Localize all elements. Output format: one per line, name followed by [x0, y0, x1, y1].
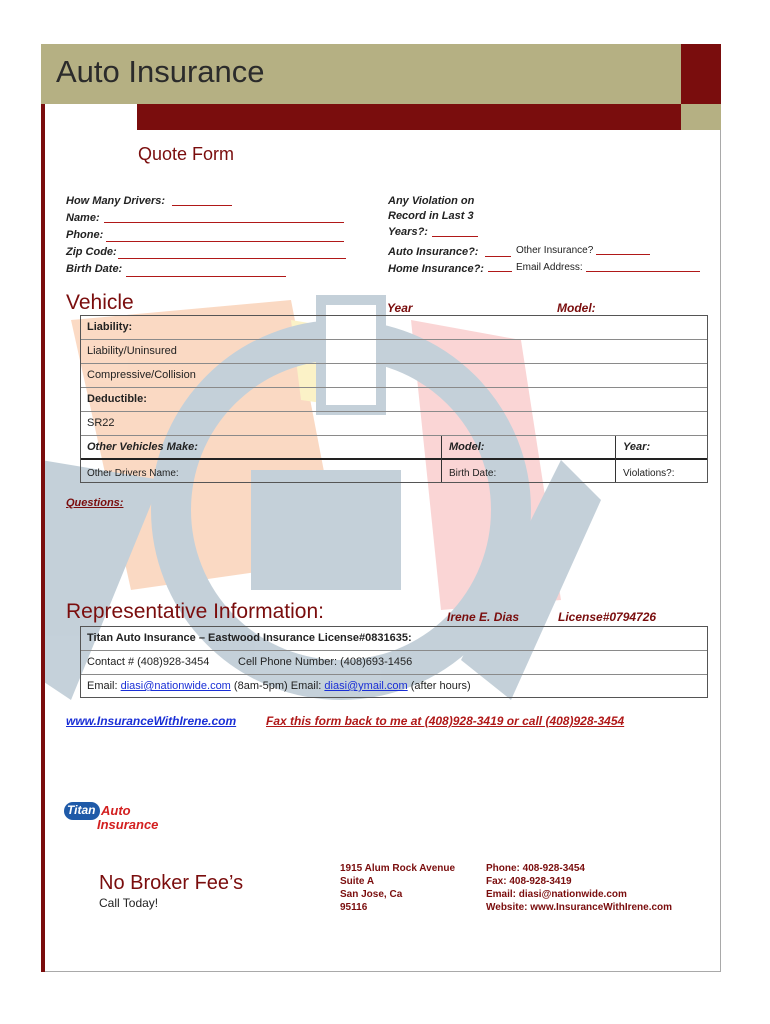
email-address-field[interactable] — [586, 271, 700, 272]
table-row — [81, 436, 707, 460]
phone-label: Phone: — [66, 229, 104, 241]
contact-fax: Fax: 408-928-3419 — [486, 876, 572, 887]
page-title: Auto Insurance — [56, 54, 265, 89]
contact-phone: Phone: 408-928-3454 — [486, 863, 585, 874]
vehicle-model-label: Model: — [557, 301, 596, 315]
header-accent-square — [681, 44, 721, 104]
collision-label: Compressive/Collision — [87, 369, 196, 381]
logo-insurance: Insurance — [97, 817, 159, 832]
form-subtitle: Quote Form — [138, 144, 235, 164]
cell-number: Cell Phone Number: (408)693-1456 — [238, 656, 413, 668]
left-accent-rule — [41, 44, 45, 972]
email-link-work[interactable]: diasi@nationwide.com — [120, 680, 231, 692]
drivers-field[interactable] — [172, 205, 232, 206]
vehicle-heading: Vehicle — [66, 291, 134, 314]
other-drivers-label: Other Drivers Name: — [87, 468, 179, 479]
name-label: Name: — [66, 212, 100, 224]
birth-field[interactable] — [126, 276, 286, 277]
deductible-label: Deductible: — [87, 393, 147, 405]
violation-label-3: Years?: — [388, 226, 428, 238]
other-vehicles-make-label: Other Vehicles Make: — [87, 441, 198, 453]
office-address — [340, 862, 455, 914]
email-suffix: (after hours) — [410, 680, 471, 692]
rep-heading: Representative Information: — [66, 600, 324, 623]
sr22-label: SR22 — [87, 417, 115, 429]
auto-insurance-field[interactable] — [485, 256, 511, 257]
fax-instruction: Fax this form back to me at (408)928-3419 or call (408)928-3454 — [266, 714, 625, 728]
zip-label: Zip Code: — [66, 246, 117, 258]
other-insurance-field[interactable] — [596, 254, 650, 255]
other-model-label: Model: — [449, 441, 485, 453]
phone-field[interactable] — [106, 241, 344, 242]
name-field[interactable] — [104, 222, 344, 223]
liability-label: Liability: — [87, 321, 133, 333]
rep-name: Irene E. Dias — [447, 610, 520, 624]
call-today: Call Today! — [99, 896, 159, 910]
address-line: San Jose, Ca — [340, 889, 403, 900]
birth-date-label: Birth Date: — [449, 468, 497, 479]
header-olive-square — [681, 104, 721, 130]
auto-insurance-label: Auto Insurance?: — [388, 246, 479, 258]
table-row — [81, 340, 707, 364]
rep-table — [80, 626, 708, 698]
rep-license: License#0794726 — [558, 610, 657, 624]
table-row — [81, 462, 707, 484]
address-line: Suite A — [340, 876, 375, 887]
address-line: 95116 — [340, 902, 368, 913]
logo-titan: Titan — [67, 803, 96, 817]
column-divider — [441, 436, 442, 482]
address-line: 1915 Alum Rock Avenue — [340, 863, 456, 874]
website-link[interactable]: www.InsuranceWithIrene.com — [66, 714, 237, 728]
zip-field[interactable] — [118, 258, 346, 259]
other-insurance-label: Other Insurance? — [516, 245, 594, 256]
table-row — [81, 388, 707, 412]
home-insurance-label: Home Insurance?: — [388, 263, 484, 275]
email-line — [87, 680, 471, 692]
vehicle-table — [80, 315, 708, 483]
vehicle-year-label: Year — [387, 301, 413, 315]
liability-uninsured-label: Liability/Uninsured — [87, 345, 177, 357]
watermark-blue-block — [251, 470, 401, 590]
table-row — [81, 364, 707, 388]
logo-auto: Auto — [101, 803, 131, 818]
table-row — [81, 412, 707, 436]
table-row — [81, 651, 707, 675]
contact-number: Contact # (408)928-3454 — [87, 656, 210, 668]
email-prefix: Email: — [87, 680, 118, 692]
violation-field[interactable] — [432, 236, 478, 237]
email-address-label: Email Address: — [516, 262, 583, 273]
no-broker-fees-headline: No Broker Fee’s — [99, 872, 244, 894]
table-row — [81, 675, 707, 699]
contact-email: Email: diasi@nationwide.com — [486, 889, 627, 900]
home-insurance-field[interactable] — [488, 271, 512, 272]
email-link-personal[interactable]: diasi@ymail.com — [324, 680, 408, 692]
contact-block — [486, 862, 672, 914]
contact-website: Website: www.InsuranceWithIrene.com — [486, 902, 673, 913]
birth-label: Birth Date: — [66, 263, 123, 275]
other-year-label: Year: — [623, 441, 651, 453]
questions-label: Questions: — [66, 497, 124, 509]
titan-logo — [64, 796, 164, 836]
email-mid: (8am-5pm) Email: — [233, 680, 322, 692]
header-red-bar — [137, 104, 681, 130]
violation-label-1: Any Violation on — [388, 195, 475, 207]
table-row — [81, 627, 707, 651]
company-license: Titan Auto Insurance – Eastwood Insurance License#0831635: — [87, 632, 412, 644]
drivers-label: How Many Drivers: — [66, 195, 166, 207]
violations-label: Violations?: — [623, 468, 675, 479]
table-row — [81, 316, 707, 340]
column-divider — [615, 436, 616, 482]
violation-label-2: Record in Last 3 — [388, 210, 474, 222]
